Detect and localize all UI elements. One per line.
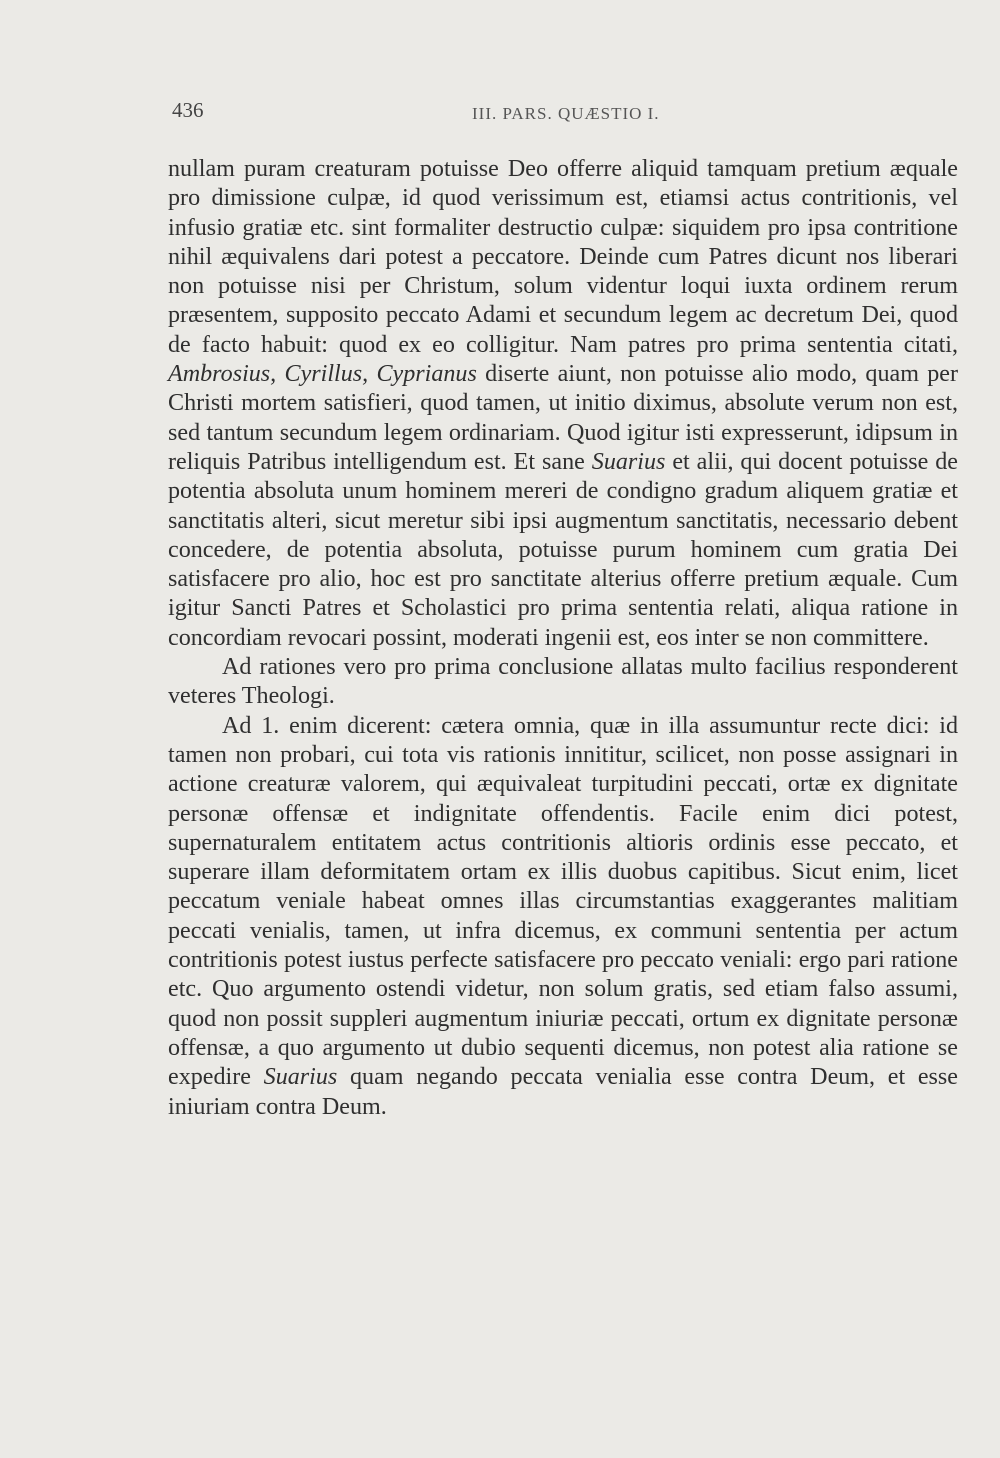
text-run: et alii, qui docent potuisse de potentia absoluta unum hominem mereri de condigno gradum aliquem gratiæ et sanctitatis alteri, sicut meretur sibi ipsi augmentum sanctitatis, necessario debent concedere, de potentia absoluta, potuisse purum hominem cum gratia Dei satisfacere pro alio, hoc est pro sanctitate alterius offerre pretium æquale. Cum igitur Sancti Patres et Scholastici pro prima sententia relati, aliqua ratione in concordiam revocari possint, moderati ingenii est, eos inter se non committere. [168, 448, 958, 651]
paragraph [168, 653, 958, 712]
paragraph [168, 155, 958, 653]
text-run: Ad rationes vero pro prima conclusione allatas multo facilius responderent veteres Theologi. [168, 654, 958, 710]
text-run: quam negando peccata venialia esse contra Deum, et esse iniuriam contra Deum. [168, 1064, 959, 1120]
italic-name: Suarius [591, 448, 666, 475]
page-header [172, 98, 962, 128]
paragraph [168, 712, 958, 1122]
italic-name: Suarius [263, 1064, 338, 1091]
body-text [168, 155, 958, 1122]
text-run: Ad 1. enim dicerent: cætera omnia, quæ in illa assumuntur recte dici: id tamen non probari, cui tota vis rationis innititur, scilicet, non posse assignari in actione creaturæ valorem, qui æquivaleat turpitudini peccati, ortæ ex dignitate personæ offensæ et indignitate offendentis. Facile enim dici potest, supernaturalem entitatem actus contritionis altioris ordinis esse peccato, et superare illam deformitatem ortam ex illis duobus capitibus. Sicut enim, licet peccatum veniale habeat omnes illas circumstantias exaggerantes malitiam peccati venialis, tamen, ut infra dicemus, ex communi sententia per actum contritionis potest iustus perfecte satisfacere pro peccato veniali: ergo pari ratione etc. Quo argumento ostendi videtur, non solum gratis, sed etiam falso assumi, quod non possit suppleri augmentum iniuriæ peccati, ortum ex dignitate personæ offensæ, a quo argumento ut dubio sequenti dicemus, non potest alia ratione se expedire [168, 712, 958, 1091]
italic-name: Ambrosius, Cyrillus, Cyprianus [168, 361, 477, 388]
text-run: diserte aiunt, non potuisse alio modo, quam per Christi mortem satisfieri, quod tamen, ut initio diximus, absolute verum non est, sed tantum secundum legem ordinariam. Quod igitur isti expresserunt, idipsum in reliquis Patribus intelligendum est. Et sane [168, 361, 958, 475]
running-head: III. PARS. QUÆSTIO I. [472, 104, 660, 123]
page-number: 436 [172, 98, 204, 122]
text-run: nullam puram creaturam potuisse Deo offerre aliquid tamquam pretium æquale pro dimissione culpæ, id quod verissimum est, etiamsi actus contritionis, vel infusio gratiæ etc. sint formaliter destructio culpæ: siquidem pro ipsa contritione nihil æquivalens dari potest a peccatore. Deinde cum Patres dicunt nos liberari non potuisse nisi per Christum, solum videntur loqui iuxta ordinem rerum præsentem, supposito peccato Adami et secundum legem ac decretum Dei, quod de facto habuit: quod ex eo colligitur. Nam patres pro prima sententia citati, [168, 156, 958, 358]
